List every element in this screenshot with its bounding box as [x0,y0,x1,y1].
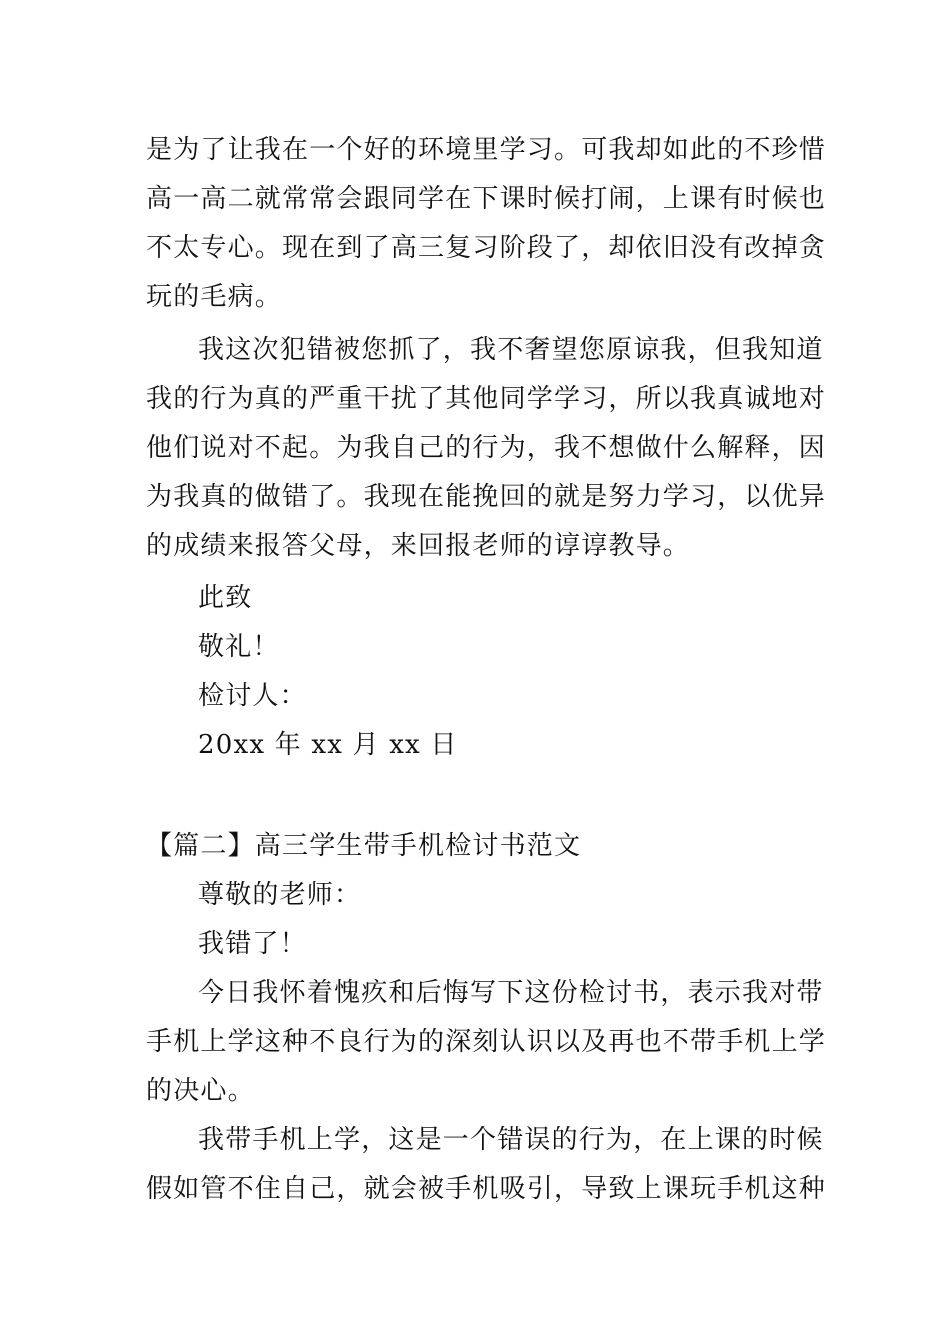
paragraph-apology [146,326,827,571]
text-line: 今日我怀着愧疚和后悔写下这份检讨书，表示我对带 [198,978,824,1008]
text-line: 我的行为真的严重干扰了其他同学学习，所以我真诚地对 [146,384,827,414]
text-line: 假如管不住自己，就会被手机吸引，导致上课玩手机这种 [146,1174,827,1204]
greeting: 尊敬的老师： [198,880,362,910]
paragraph-continuation [146,126,827,322]
text-line: 的成绩来报答父母，来回报老师的谆谆教导。 [146,531,691,561]
section-heading: 【篇二】高三学生带手机检讨书范文 [146,831,582,861]
text-line: 他们说对不起。为我自己的行为，我不想做什么解释，因 [146,433,827,463]
signer-label: 检讨人： [198,681,307,711]
apology-line: 我错了！ [198,929,307,959]
part2-block [146,822,827,1214]
closing-jingli: 敬礼！ [198,632,280,662]
text-line: 高一高二就常常会跟同学在下课时候打闹，上课有时候也 [146,184,827,214]
text-line: 不太专心。现在到了高三复习阶段了，却依旧没有改掉贪 [146,233,827,263]
text-line: 的决心。 [146,1076,255,1106]
closing-cizhi: 此致 [198,583,253,613]
text-line: 玩的毛病。 [146,282,283,312]
text-line: 手机上学这种不良行为的深刻认识以及再也不带手机上学 [146,1027,827,1057]
date-line: 20xx 年 xx 月 xx 日 [198,730,458,760]
text-line: 我带手机上学，这是一个错误的行为，在上课的时候 [198,1125,824,1155]
closing-block [146,574,810,770]
text-line: 我这次犯错被您抓了，我不奢望您原谅我，但我知道 [198,335,824,365]
text-line: 是为了让我在一个好的环境里学习。可我却如此的不珍惜 [146,135,827,165]
text-line: 为我真的做错了。我现在能挽回的就是努力学习，以优异 [146,482,827,512]
